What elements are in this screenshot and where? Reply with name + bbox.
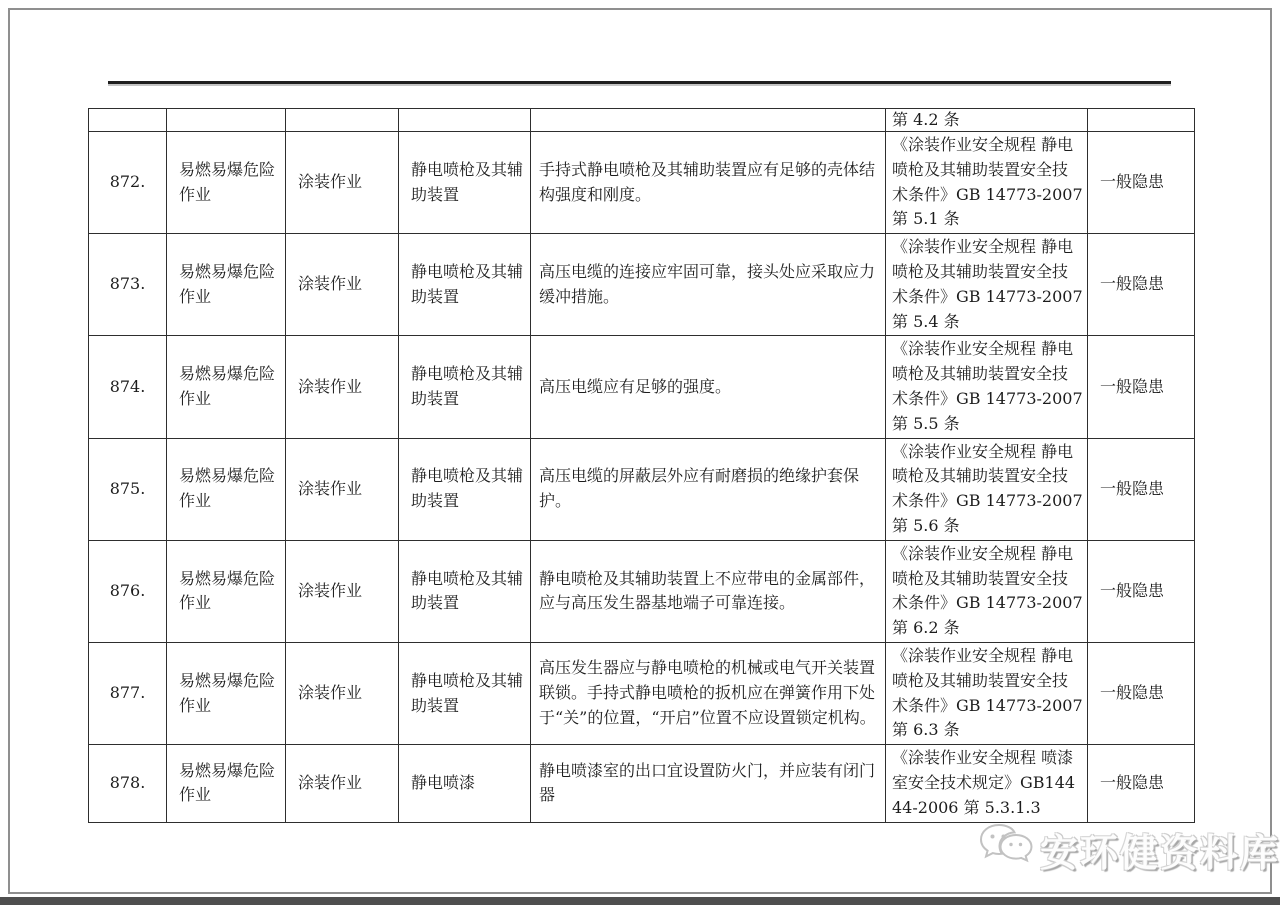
job-type-cell: 涂装作业 — [286, 642, 399, 744]
job-type-cell: 涂装作业 — [286, 132, 399, 234]
hazard-level-cell: 一般隐患 — [1088, 438, 1195, 540]
table-row — [89, 438, 1195, 540]
category-cell: 易燃易爆危险作业 — [167, 745, 286, 822]
job-type-cell: 涂装作业 — [286, 745, 399, 822]
job-type-cell: 涂装作业 — [286, 540, 399, 642]
row-number-cell: 873. — [89, 234, 167, 336]
description-cell: 静电喷漆室的出口宜设置防火门，并应装有闭门器 — [531, 745, 886, 822]
hazard-level-cell — [1088, 109, 1195, 132]
row-number-cell: 875. — [89, 438, 167, 540]
hidden-danger-table — [88, 108, 1195, 823]
hazard-level-cell: 一般隐患 — [1088, 132, 1195, 234]
job-type-cell: 涂装作业 — [286, 234, 399, 336]
item-cell — [399, 109, 531, 132]
table-row — [89, 234, 1195, 336]
hazard-level-cell: 一般隐患 — [1088, 336, 1195, 438]
basis-cell: 《涂装作业安全规程 静电喷枪及其辅助装置安全技术条件》GB 14773-2007 第 5.6 条 — [886, 438, 1088, 540]
item-cell: 静电喷枪及其辅助装置 — [399, 336, 531, 438]
description-cell: 高压电缆的连接应牢固可靠，接头处应采取应力缓冲措施。 — [531, 234, 886, 336]
row-number-cell: 878. — [89, 745, 167, 822]
item-cell: 静电喷漆 — [399, 745, 531, 822]
row-number-cell — [89, 109, 167, 132]
category-cell: 易燃易爆危险作业 — [167, 438, 286, 540]
row-number-cell: 876. — [89, 540, 167, 642]
description-cell: 静电喷枪及其辅助装置上不应带电的金属部件，应与高压发生器基地端子可靠连接。 — [531, 540, 886, 642]
job-type-cell — [286, 109, 399, 132]
basis-cell: 《涂装作业安全规程 静电喷枪及其辅助装置安全技术条件》GB 14773-2007 第 5.5 条 — [886, 336, 1088, 438]
row-number-cell: 874. — [89, 336, 167, 438]
hazard-level-cell: 一般隐患 — [1088, 745, 1195, 822]
table-row — [89, 336, 1195, 438]
basis-cell: 第 4.2 条 — [886, 109, 1088, 132]
job-type-cell: 涂装作业 — [286, 438, 399, 540]
hazard-level-cell: 一般隐患 — [1088, 234, 1195, 336]
basis-cell: 《涂装作业安全规程 静电喷枪及其辅助装置安全技术条件》GB 14773-2007 第 6.3 条 — [886, 642, 1088, 744]
basis-cell: 《涂装作业安全规程 静电喷枪及其辅助装置安全技术条件》GB 14773-2007 第 5.4 条 — [886, 234, 1088, 336]
job-type-cell: 涂装作业 — [286, 336, 399, 438]
description-cell: 手持式静电喷枪及其辅助装置应有足够的壳体结构强度和刚度。 — [531, 132, 886, 234]
basis-cell: 《涂装作业安全规程 静电喷枪及其辅助装置安全技术条件》GB 14773-2007 第 5.1 条 — [886, 132, 1088, 234]
basis-cell: 《涂装作业安全规程 静电喷枪及其辅助装置安全技术条件》GB 14773-2007 第 6.2 条 — [886, 540, 1088, 642]
table-row — [89, 540, 1195, 642]
table-row — [89, 745, 1195, 822]
description-cell: 高压电缆应有足够的强度。 — [531, 336, 886, 438]
item-cell: 静电喷枪及其辅助装置 — [399, 540, 531, 642]
category-cell: 易燃易爆危险作业 — [167, 234, 286, 336]
item-cell: 静电喷枪及其辅助装置 — [399, 438, 531, 540]
wechat-icon — [978, 822, 1034, 876]
category-cell: 易燃易爆危险作业 — [167, 336, 286, 438]
description-cell: 高压电缆的屏蔽层外应有耐磨损的绝缘护套保护。 — [531, 438, 886, 540]
item-cell: 静电喷枪及其辅助装置 — [399, 234, 531, 336]
category-cell: 易燃易爆危险作业 — [167, 132, 286, 234]
bottom-bar — [0, 897, 1280, 905]
description-cell: 高压发生器应与静电喷枪的机械或电气开关装置联锁。手持式静电喷枪的扳机应在弹簧作用下处于“关”的位置，“开启”位置不应设置锁定机构。 — [531, 642, 886, 744]
table-row — [89, 642, 1195, 744]
watermark — [978, 820, 1280, 878]
basis-cell: 《涂装作业安全规程 喷漆室安全技术规定》GB14444-2006 第 5.3.1.3 — [886, 745, 1088, 822]
item-cell: 静电喷枪及其辅助装置 — [399, 132, 531, 234]
hazard-level-cell: 一般隐患 — [1088, 642, 1195, 744]
category-cell — [167, 109, 286, 132]
table-row-carryover — [89, 109, 1195, 132]
table-row — [89, 132, 1195, 234]
row-number-cell: 877. — [89, 642, 167, 744]
hazard-level-cell: 一般隐患 — [1088, 540, 1195, 642]
row-number-cell: 872. — [89, 132, 167, 234]
category-cell: 易燃易爆危险作业 — [167, 642, 286, 744]
category-cell: 易燃易爆危险作业 — [167, 540, 286, 642]
item-cell: 静电喷枪及其辅助装置 — [399, 642, 531, 744]
watermark-text: 安环健资料库 — [1040, 830, 1280, 875]
description-cell — [531, 109, 886, 132]
header-rule — [108, 81, 1171, 84]
